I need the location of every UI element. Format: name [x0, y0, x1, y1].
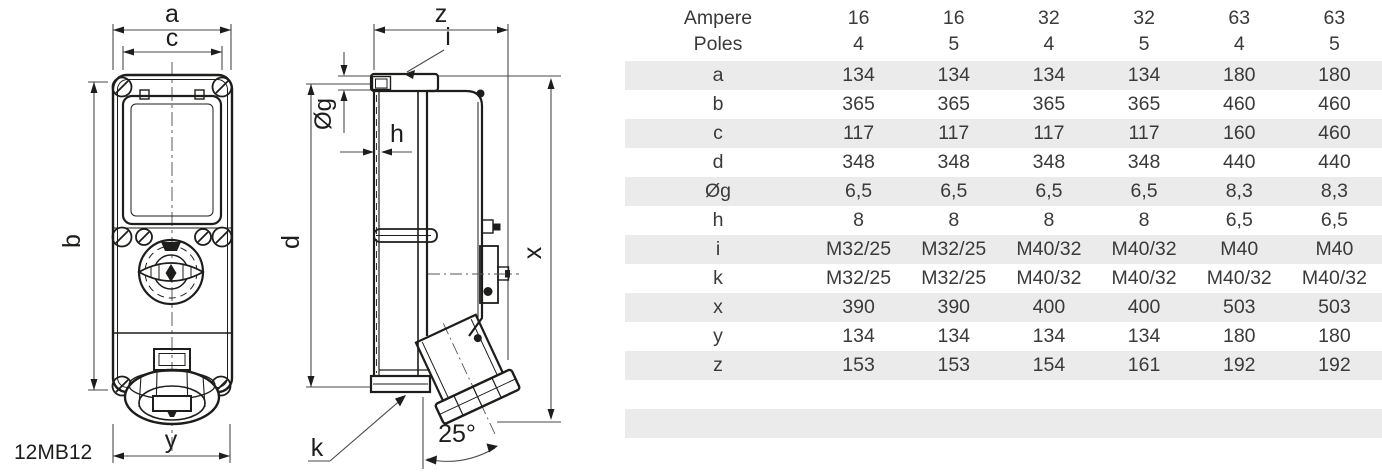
table-cell: M32/25: [921, 267, 987, 289]
row-label: Øg: [704, 180, 731, 202]
table-cell: 192: [1318, 354, 1351, 376]
table-row: [625, 177, 1382, 206]
table-cell: 400: [1032, 296, 1066, 318]
header-poles-value: 5: [1138, 33, 1150, 55]
table-cell: 6,5: [1320, 209, 1348, 231]
header-col-1: [906, 0, 1001, 61]
table-cell: M40: [1315, 238, 1354, 260]
side-view-drawing: [277, 0, 561, 469]
front-view-drawing: [14, 0, 232, 464]
table-cell: 503: [1222, 296, 1256, 318]
rotary-switch-icon: [139, 240, 203, 304]
header-label-cell: [625, 0, 811, 61]
table-cell: 134: [937, 325, 971, 347]
header-ampere-value: 32: [1038, 7, 1060, 29]
table-cell: 6,5: [1225, 209, 1253, 231]
table-row: [625, 322, 1382, 351]
row-label: b: [712, 93, 724, 115]
table-row: [625, 119, 1382, 148]
row-label: h: [712, 209, 724, 231]
table-cell: 154: [1032, 354, 1066, 376]
table-cell: 180: [1222, 64, 1256, 86]
dim-label-h: h: [390, 120, 404, 148]
table-cell: 440: [1222, 151, 1256, 173]
header-col-5: [1287, 0, 1382, 61]
table-row: [625, 235, 1382, 264]
table-cell: 117: [843, 122, 875, 144]
table-cell: 440: [1318, 151, 1351, 173]
table-row: [625, 90, 1382, 119]
header-poles-value: 4: [1233, 33, 1245, 55]
table-cell: 117: [1128, 122, 1160, 144]
front-body: [113, 75, 233, 424]
model-code: 12MB12: [14, 441, 93, 464]
row-label: i: [715, 238, 721, 260]
header-ampere-value: 16: [847, 7, 870, 29]
table-cell: 8: [948, 209, 960, 231]
table-cell: M32/25: [921, 238, 987, 260]
table-cell: M40/32: [1111, 267, 1177, 289]
header-col-2: [1001, 0, 1096, 61]
table-cell: 6,5: [845, 180, 873, 202]
table-row: [625, 61, 1382, 90]
table-header: [625, 0, 1382, 61]
row-label: a: [712, 64, 724, 86]
header-ampere-value: 63: [1323, 7, 1346, 29]
technical-drawing: [0, 0, 625, 472]
table-cell: 390: [937, 296, 971, 318]
dim-label-i: i: [445, 23, 451, 51]
table-cell: M40/32: [1016, 267, 1082, 289]
table-cell: 161: [1127, 354, 1161, 376]
table-cell: 8,3: [1320, 180, 1348, 202]
table-body: [625, 61, 1382, 438]
table-empty-row: [625, 409, 1382, 438]
table-cell: 390: [842, 296, 875, 318]
table-empty-row: [625, 380, 1382, 409]
table-cell: 134: [842, 64, 875, 86]
header-ampere-value: 16: [942, 7, 965, 29]
dim-label-k: k: [310, 434, 324, 462]
table-cell: 6,5: [1130, 180, 1158, 202]
header-col-4: [1192, 0, 1287, 61]
dimension-table: [625, 0, 1382, 438]
row-label: z: [713, 354, 723, 376]
header-ampere-label: Ampere: [683, 7, 753, 29]
dim-label-og: Øg: [310, 97, 337, 131]
socket-cap-icon: [125, 370, 219, 424]
table-cell: 117: [1033, 122, 1065, 144]
row-label: c: [713, 122, 723, 144]
header-ampere-value: 63: [1228, 7, 1251, 29]
table-cell: 8: [1138, 209, 1150, 231]
table-cell: 192: [1222, 354, 1256, 376]
dim-label-b: b: [58, 234, 86, 248]
table-cell: 134: [1127, 325, 1161, 347]
table-cell: 6,5: [1035, 180, 1063, 202]
table-row: [625, 264, 1382, 293]
table-cell: M40/32: [1016, 238, 1082, 260]
table-cell: M32/25: [826, 238, 892, 260]
table-cell: 160: [1222, 122, 1256, 144]
table-cell: 134: [842, 325, 875, 347]
table-cell: 460: [1222, 93, 1256, 115]
header-col-3: [1096, 0, 1191, 61]
table-cell: 460: [1318, 122, 1351, 144]
header-poles-label: Poles: [693, 33, 743, 55]
table-cell: 117: [938, 122, 970, 144]
row-label: y: [713, 325, 723, 347]
table-row: [625, 148, 1382, 177]
header-poles-value: 4: [853, 33, 864, 55]
table-cell: 134: [1032, 325, 1066, 347]
table-row: [625, 293, 1382, 322]
table-cell: 153: [937, 354, 971, 376]
table-cell: 348: [1032, 151, 1066, 173]
dim-label-y: y: [164, 426, 178, 454]
table-cell: 134: [937, 64, 971, 86]
table-cell: 365: [1127, 93, 1161, 115]
header-poles-value: 5: [1328, 33, 1340, 55]
table-cell: 365: [937, 93, 971, 115]
dim-label-a: a: [165, 0, 179, 28]
table-cell: M40/32: [1206, 267, 1272, 289]
table-cell: 134: [1032, 64, 1066, 86]
table-cell: 180: [1318, 64, 1351, 86]
table-cell: 6,5: [940, 180, 968, 202]
table-cell: 400: [1127, 296, 1161, 318]
table-row: [625, 351, 1382, 380]
header-poles-value: 5: [948, 33, 960, 55]
header-poles-value: 4: [1043, 33, 1055, 55]
table-cell: 153: [842, 354, 875, 376]
table-cell: M40/32: [1111, 238, 1177, 260]
table-cell: 503: [1318, 296, 1351, 318]
dim-label-x: x: [519, 246, 547, 260]
table-cell: 348: [937, 151, 971, 173]
table-cell: 8: [853, 209, 864, 231]
table-cell: 460: [1318, 93, 1351, 115]
dim-label-z: z: [434, 0, 448, 28]
table-cell: 180: [1222, 325, 1256, 347]
table-cell: 180: [1318, 325, 1351, 347]
table-cell: 365: [842, 93, 875, 115]
row-label: k: [713, 267, 723, 289]
dim-label-d: d: [277, 235, 305, 249]
table-cell: 365: [1032, 93, 1066, 115]
dim-label-c: c: [165, 24, 179, 52]
table-cell: M40: [1220, 238, 1259, 260]
header-col-0: [811, 0, 906, 61]
table-cell: 8: [1043, 209, 1055, 231]
table-cell: 348: [842, 151, 875, 173]
row-label: x: [713, 296, 723, 318]
table-cell: M32/25: [826, 267, 892, 289]
header-ampere-value: 32: [1133, 7, 1155, 29]
table-cell: 134: [1127, 64, 1161, 86]
row-label: d: [712, 151, 724, 173]
dim-label-angle: 25°: [438, 420, 476, 448]
side-dimension-arrows: [308, 27, 555, 465]
table-cell: 348: [1127, 151, 1161, 173]
table-cell: M40/32: [1301, 267, 1367, 289]
table-row: [625, 206, 1382, 235]
table-cell: 8,3: [1225, 180, 1253, 202]
